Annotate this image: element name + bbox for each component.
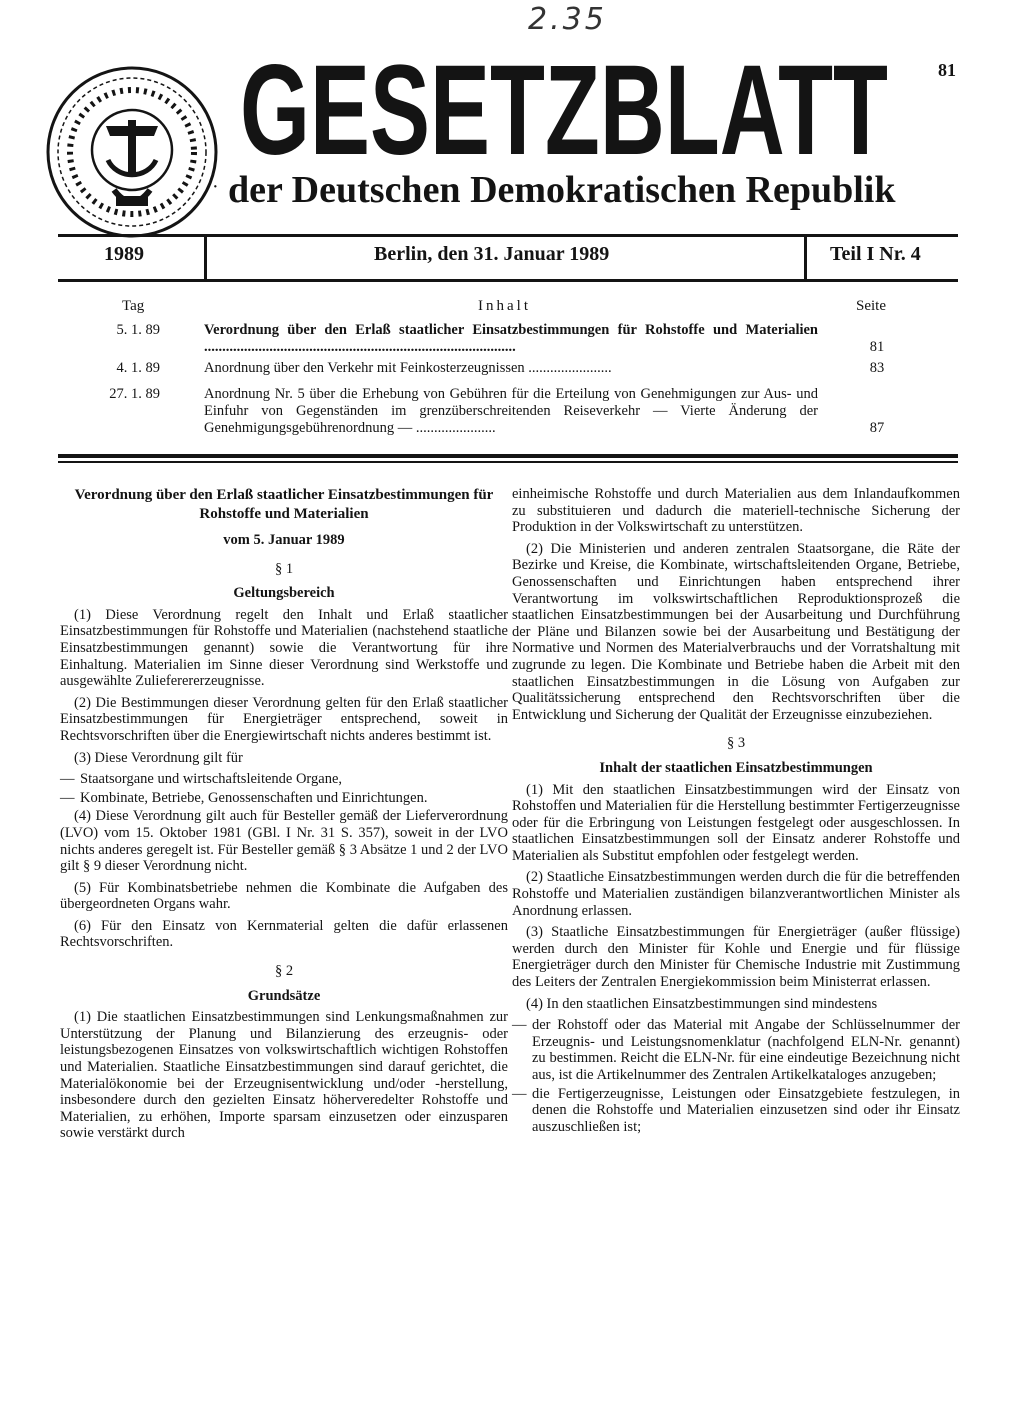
issue-part: Teil I Nr. 4 <box>830 243 921 265</box>
paragraph: (3) Diese Verordnung gilt für <box>74 749 243 766</box>
issue-bar <box>58 234 958 282</box>
paragraph: (1) Mit den staatlichen Einsatzbestimmungen wird der Einsatz von Rohstoffen und Materialien für die Herstellung bestimmter Fertigerzeugnisse oder für die Erbringung von Leistungen festgelegt oder ausgeschlossen. In staatlichen Einsatzbestimmungen soll der Einsatz anderer Rohstoffe und Materialien als Substitut empfohlen oder festgelegt werden. <box>512 781 960 864</box>
paragraph: einheimische Rohstoffe und durch Materialien aus dem Inlandaufkommen zu substituieren und dadurch die materiell-technische Sicherung der Produktion in der Volkswirtschaft zu unterstützen. <box>512 486 960 536</box>
paragraph: (3) Staatliche Einsatzbestimmungen für Energieträger (außer flüssige) werden durch den Minister für Kohle und Energie und für flüssige Energieträger durch den Minister für Chemische Industrie mit Zustimmung des Leiters der Zentralen Energiekommission beim Ministerrat erlassen. <box>512 924 960 991</box>
svg-text:GESETZBLATT: GESETZBLATT <box>240 42 888 170</box>
decree-date: vom 5. Januar 1989 <box>223 532 345 548</box>
masthead-title <box>240 42 890 170</box>
section-heading: Grundsätze <box>247 987 321 1004</box>
paragraph: (2) Die Ministerien und anderen zentralen Staatsorgane, die Räte der Bezirke und Kreise, die Kombinate, wirtschaftsleitenden Organe, Betriebe, Genossenschaften und Einrichtungen haben entsprechend ihrer Verantwortung im volkswirtschaftlichen Reproduktionsprozeß die staatlichen Einsatzbestimmungen bei der Ausarbeitung und Durchführung der Pläne und Bilanzen sowie bei der Ausarbeitung und Bestätigung der Normative und Normen des Materialverbrauchs und der Vorratshaltung mit zugrunde zu legen. Die Kombinate und Betriebe haben die Arbeit mit den staatlichen Einsatzbestimmungen in die Lösung von Aufgaben zur Qualitätssicherung entsprechend den Rechtsvorschriften über die Entwicklung und Sicherung der Qualität der Erzeugnisse einzubeziehen. <box>512 540 960 723</box>
list-item: — die Fertigerzeugnisse, Leistungen oder Einsatzgebiete festzulegen, in denen die Rohstoffe und Materialien einzusetzen sind oder ihr Einsatz auszuschließen ist; <box>512 1085 960 1135</box>
toc-entry-text: Anordnung über den Verkehr mit Feinkosterzeugnissen ....................... <box>204 360 612 376</box>
toc-entry-text: Anordnung Nr. 5 über die Erhebung von Gebühren für die Erteilung von Genehmigungen zur Aus- und Einfuhr von Gegenständen im grenzüberschreitenden Reiseverkehr — Vierte Änderung der Genehmigungsgebührenordnung — ...................... <box>204 386 818 436</box>
section-label: § 1 <box>274 560 294 577</box>
toc-entry-page: 87 <box>869 420 885 436</box>
page-number: 81 <box>938 60 956 80</box>
section-label: § 2 <box>274 963 294 980</box>
masthead-dot: · <box>212 176 219 198</box>
masthead-subtitle: der Deutschen Demokratischen Republik <box>228 169 896 211</box>
handwritten-note: 2.35 <box>528 2 607 37</box>
issue-place-date: Berlin, den 31. Januar 1989 <box>374 243 610 265</box>
toc-entry-text: Verordnung über den Erlaß staatlicher Einsatzbestimmungen für Rohstoffe und Materialien ...................................................................................... <box>204 322 818 355</box>
issue-divider <box>204 237 207 279</box>
state-emblem-icon <box>44 64 220 240</box>
paragraph: (2) Die Bestimmungen dieser Verordnung gelten für den Erlaß staatlicher Einsatzbestimmungen für Energieträger entsprechend, soweit in Rechtsvorschriften über die Energiewirtschaft nichts anderes bestimmt ist. <box>60 694 508 744</box>
decree-title: Verordnung über den Erlaß staatlicher Einsatzbestimmungen für Rohstoffe und Materialien <box>74 487 494 522</box>
toc-header-day: Tag <box>122 298 145 314</box>
list-item: — Staatsorgane und wirtschaftsleitende Organe, <box>60 771 342 788</box>
paragraph: (5) Für Kombinatsbetriebe nehmen die Kombinate die Aufgaben des übergeordneten Organs wahr. <box>60 879 508 913</box>
issue-year: 1989 <box>104 243 144 265</box>
left-column <box>60 486 508 1147</box>
section-heading: Geltungsbereich <box>233 585 335 602</box>
right-column <box>512 486 960 1137</box>
toc-header-contents: Inhalt <box>478 298 531 314</box>
section-divider <box>58 461 958 463</box>
paragraph: (4) Diese Verordnung gilt auch für Besteller gemäß der Lieferverordnung (LVO) vom 15. Oktober 1981 (GBl. I Nr. 31 S. 357), soweit in der LVO nichts anderes geregelt ist. Für Besteller gemäß § 3 Absätze 1 und 2 der LVO gilt § 9 dieser Verordnung nicht. <box>60 808 508 875</box>
paragraph: (6) Für den Einsatz von Kernmaterial gelten die dafür erlassenen Rechtsvorschriften. <box>60 917 508 951</box>
list-item: — der Rohstoff oder das Material mit Angabe der Schlüsselnummer der Erzeugnis- und Leistungsnomenklatur (nachfolgend ELN-Nr. genannt) zu bestimmen. Reicht die ELN-Nr. für eine eindeutige Bezeichnung nicht aus, ist die Artikelnummer des Zentralen Artikelkataloges anzugeben; <box>512 1017 960 1083</box>
list-item: — Kombinate, Betriebe, Genossenschaften und Einrichtungen. <box>60 789 428 806</box>
paragraph: (1) Die staatlichen Einsatzbestimmungen sind Lenkungsmaßnahmen zur Unterstützung der Planung und Bilanzierung des erzeugnis- oder leistungsbezogenen Einsatzes von volkswirtschaftlich wichtigen Rohstoffen und Materialien. Staatliche Einsatzbestimmungen sind darauf gerichtet, die Materialökonomie bei der Erzeugnisentwicklung und/oder -herstellung, insbesondere durch den gezielten Einsatz höherveredelter Rohstoffe und Materialien, zu erhöhen, Importe sparsam einzusetzen oder einzusparen sowie verstärkt durch <box>60 1009 508 1142</box>
paragraph: (4) In den staatlichen Einsatzbestimmungen sind mindestens <box>526 995 878 1012</box>
toc-entry-date: 5. 1. 89 <box>116 322 160 338</box>
paragraph: (2) Staatliche Einsatzbestimmungen werden durch die für die betreffenden Rohstoffe und Materialien zuständigen bilanzverantwortlichen Minister als Anordnung erlassen. <box>512 869 960 919</box>
toc-entry-page: 83 <box>869 360 885 376</box>
toc-entry-page: 81 <box>869 339 885 355</box>
section-label: § 3 <box>726 735 746 752</box>
issue-divider <box>804 237 807 279</box>
toc-header-page: Seite <box>856 298 886 314</box>
toc-entry-date: 4. 1. 89 <box>116 360 160 376</box>
section-heading: Inhalt der staatlichen Einsatzbestimmungen <box>599 759 873 776</box>
toc-entry-date: 27. 1. 89 <box>109 386 160 402</box>
paragraph: (1) Diese Verordnung regelt den Inhalt und Erlaß staatlicher Einsatzbestimmungen für Rohstoffe und Materialien (nachstehend staatliche Einsatzbestimmungen genannt) sowie die Verantwortung für ihre Einhaltung. Materialien im Sinne dieser Verordnung sind Werkstoffe und ausgewählte Zulieferererzeugnisse. <box>60 606 508 690</box>
section-divider <box>58 454 958 458</box>
